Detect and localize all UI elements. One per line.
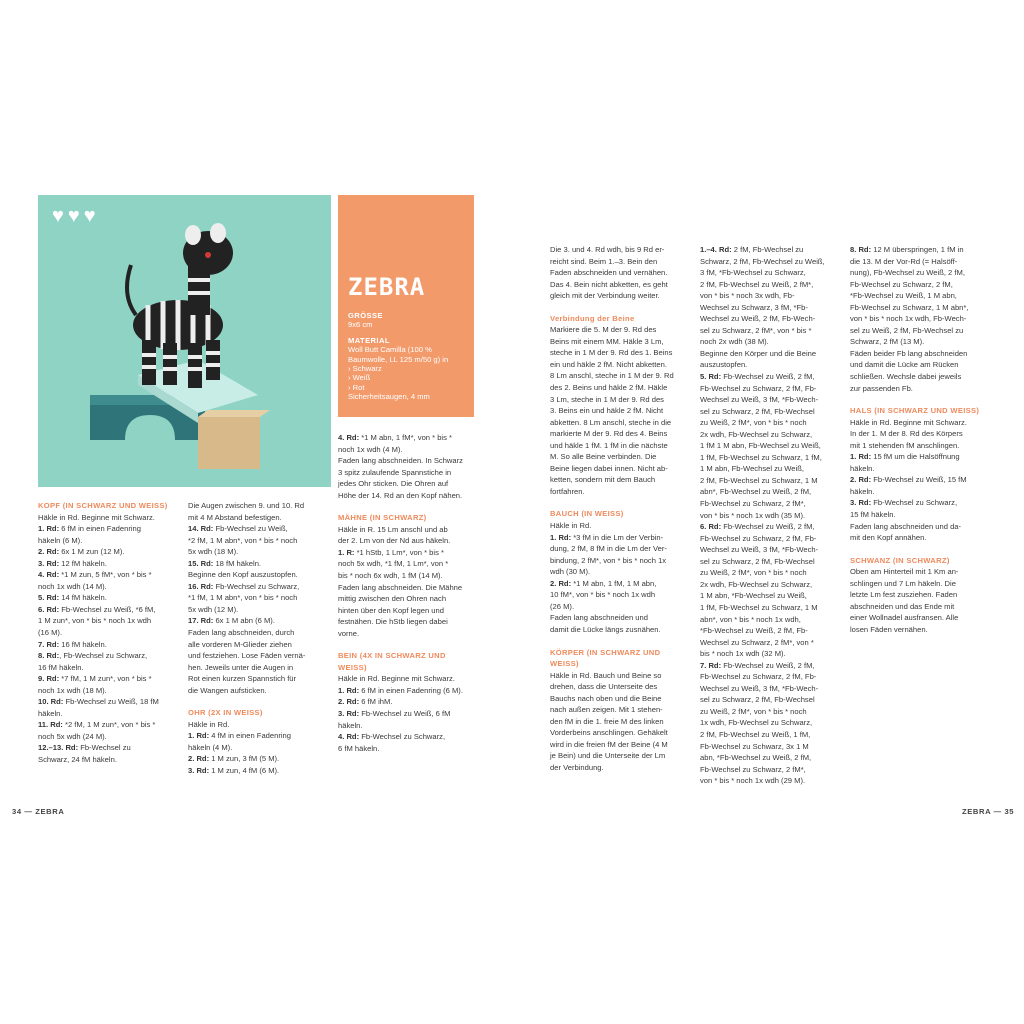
body-line	[38, 696, 180, 708]
body-line: Schwarz, 2 fM (13 M).	[850, 337, 925, 347]
zebra-toy	[127, 223, 233, 388]
round-text: Fb-Wechsel zu Schwarz,	[213, 581, 300, 591]
body-line: Fb-Wechsel zu Schwarz, 2 fM*,	[700, 499, 806, 509]
body-line	[38, 719, 180, 731]
round-label: 10. Rd:	[38, 697, 64, 707]
body-line: 5x wdh (18 M).	[188, 547, 239, 557]
body-line	[700, 660, 842, 672]
body-line	[850, 474, 992, 486]
body-line: 3 Lm, steche in 1 M der 9. Rd des	[550, 394, 664, 404]
body-line	[38, 546, 180, 558]
body-line: noch 1x wdh (4 M).	[338, 444, 403, 454]
body-line: Fäden beider Fb lang abschneiden	[850, 348, 968, 358]
color-item: › Schwarz	[348, 364, 382, 374]
body-line: Wechsel zu Weiß, 3 fM, *Fb-Wech-	[700, 545, 819, 555]
body-line: Faden lang abschneiden und da-	[850, 521, 962, 531]
body-line: von * bis * noch 1x wdh (35 M).	[700, 510, 806, 520]
body-line	[38, 742, 180, 754]
round-text: *1 M abn, 1 fM, 1 M abn,	[571, 578, 657, 588]
round-text: 6x 1 M abn (6 M).	[213, 616, 275, 626]
round-text: 6x 1 M zun (12 M).	[59, 547, 125, 557]
body-line: zu Weiß, 2 fM*, von * bis * noch	[700, 568, 807, 578]
round-label: 3. Rd:	[38, 558, 60, 568]
body-line: nung), Fb-Wechsel zu Weiß, 2 fM,	[850, 268, 965, 278]
body-line: Wechsel zu Schwarz, 3 fM, *Fb-	[700, 302, 808, 312]
body-line	[550, 578, 692, 590]
body-line: (16 M).	[38, 628, 63, 638]
body-line: drehen, dass die Unterseite des	[550, 682, 658, 692]
round-label: 5. Rd:	[700, 372, 722, 382]
round-label: 3. Rd:	[338, 709, 360, 719]
body-line: sel zu Weiß, 2 fM, Fb-Wechsel zu	[850, 325, 964, 335]
round-label: 2. Rd:	[550, 578, 572, 588]
body-line: häkeln.	[338, 720, 363, 730]
body-line: ketten, sondern mit dem Bauch	[550, 475, 656, 485]
body-line: schlingen und 7 Lm häkeln. Die	[850, 578, 956, 588]
round-label: 7. Rd:	[700, 660, 722, 670]
round-text: 15 fM um die Halsöffnung	[871, 452, 960, 462]
round-text: Fb-Wechsel zu Weiß, 2 fM,	[721, 372, 815, 382]
zebra-photo	[38, 195, 331, 487]
body-line: Die 3. und 4. Rd wdh, bis 9 Rd er-	[550, 245, 665, 254]
round-text: Fb-Wechsel zu Weiß,	[213, 524, 288, 534]
spacer	[550, 302, 692, 313]
heart-icon: ♥	[67, 205, 80, 227]
body-line: Bauchs nach oben und die Beine	[550, 693, 662, 703]
round-label: 1. Rd:	[38, 524, 60, 534]
round-text: 1 M zun, 4 fM (6 M).	[209, 766, 280, 776]
body-line: 1 M zun*, von * bis * noch 1x wdh	[38, 616, 152, 626]
body-line: der 2. Lm von der Nd aus häkeln.	[338, 536, 451, 546]
hearts-rating	[52, 206, 96, 226]
body-line: fortfahren.	[550, 486, 585, 496]
body-line: zu Weiß, 2 fM*, von * bis * noch	[700, 706, 807, 716]
body-line: häkeln (6 M).	[38, 535, 83, 545]
body-line	[38, 650, 180, 662]
heart-icon: ♥	[83, 205, 96, 227]
body-line: steche in 1 M der 9. Rd des 1. Beins	[550, 348, 673, 358]
body-line: Das 4. Bein nicht abketten, es geht	[550, 279, 668, 289]
round-label: 11. Rd:	[38, 720, 63, 730]
body-line: häkeln.	[850, 463, 875, 473]
spacer	[850, 544, 992, 555]
spacer	[550, 636, 692, 647]
body-line: zur passenden Fb.	[850, 383, 913, 393]
body-line: Fb-Wechsel zu Schwarz, 2 fM, Fb-	[700, 533, 817, 543]
body-line: Faden lang abschneiden, durch	[188, 628, 295, 638]
round-label: 16. Rd:	[188, 581, 214, 591]
body-line	[338, 547, 480, 559]
round-text: 6 fM in einen Fadenring (6 M).	[359, 685, 463, 695]
round-text: 14 fM häkeln.	[59, 593, 107, 603]
body-line: losen Fäden vernähen.	[850, 624, 928, 634]
body-line: 6 fM häkeln.	[338, 743, 380, 753]
body-line: häkeln.	[38, 708, 63, 718]
body-line: auszustopfen.	[700, 360, 748, 370]
round-text: Fb-Wechsel zu Weiß, 2 fM,	[721, 660, 815, 670]
body-line: sel zu Schwarz, 2 fM, Fb-Wechsel	[700, 406, 815, 416]
round-label: 8. Rd:	[38, 651, 60, 661]
round-text: 1 M zun, 3 fM (5 M).	[209, 754, 280, 764]
round-label: 3. Rd:	[850, 498, 872, 508]
round-text: *3 fM in die Lm der Verbin-	[571, 532, 664, 542]
section-heading: SCHWANZ (IN SCHWARZ)	[850, 555, 950, 565]
page-footer-right: ZEBRA — 35	[962, 807, 1015, 816]
body-line: mit 4 M Abstand befestigen.	[188, 512, 282, 522]
round-label: 4. Rd:	[338, 732, 360, 742]
round-text: Fb-Wechsel zu Schwarz,	[871, 498, 958, 508]
round-text: 12 fM häkeln.	[59, 558, 107, 568]
body-line: 2 fM, Fb-Wechsel zu Schwarz, 1 M	[700, 475, 818, 485]
round-label: 2. Rd:	[38, 547, 60, 557]
body-line: Schwarz, 2 fM, Fb-Wechsel zu Weiß,	[700, 256, 825, 266]
body-line: 2x wdh, Fb-Wechsel zu Schwarz,	[700, 429, 813, 439]
round-label: 1. R:	[338, 547, 355, 557]
body-line: 1 fM, Fb-Wechsel zu Schwarz, 1 M	[700, 602, 818, 612]
body-line	[188, 730, 330, 742]
body-line: letzte Lm fest zusziehen. Faden	[850, 590, 958, 600]
section-heading: BEIN (4X IN SCHWARZ UND	[338, 651, 446, 661]
body-line: 3 fM, *Fb-Wechsel zu Schwarz,	[700, 268, 806, 278]
body-line: zu Weiß, 2 fM*, von * bis * noch	[700, 418, 807, 428]
material-extra: Sicherheitsaugen, 4 mm	[348, 392, 430, 402]
body-line: Faden abschneiden und vernähen.	[550, 268, 668, 278]
body-line: Faden lang abschneiden. In Schwarz	[338, 456, 463, 466]
body-line: ein und häkle 2 fM. Nicht abketten.	[550, 359, 667, 369]
body-line: noch 5x wdh (24 M).	[38, 731, 107, 741]
body-line: wdh (30 M).	[550, 567, 591, 577]
body-line	[850, 451, 992, 463]
section-heading: Verbindung der Beine	[550, 313, 635, 323]
body-line: häkeln (4 M).	[188, 742, 233, 752]
body-line: Fb-Wechsel zu Schwarz, 2 fM, Fb-	[700, 383, 817, 393]
round-text: Fb-Wechsel zu Schwarz,	[359, 732, 446, 742]
round-text: *7 fM, 1 M zun*, von * bis *	[59, 674, 152, 684]
round-text: 2 fM, Fb-Wechsel zu	[731, 245, 804, 254]
text-column	[38, 500, 180, 766]
round-text: Fb-Wechsel zu Weiß, 2 fM,	[721, 522, 815, 532]
body-line: Wechsel zu Schwarz, 2 fM*, von *	[700, 637, 814, 647]
body-line: abschneiden und das Ende mit	[850, 601, 955, 611]
body-line: jedes Ohr sticken. Die Ohren auf	[338, 479, 449, 489]
body-line: Oben am Hinterteil mit 1 Km an-	[850, 567, 959, 577]
body-line: Markiere die 5. M der 9. Rd des	[550, 325, 657, 335]
body-line: noch 1x wdh (14 M).	[38, 581, 107, 591]
round-text: , Fb-Wechsel zu Schwarz,	[59, 651, 148, 661]
body-line: alle vorderen M-Glieder ziehen	[188, 639, 292, 649]
round-label: 6. Rd:	[700, 522, 722, 532]
text-column	[700, 244, 842, 787]
body-line: häkeln.	[850, 486, 875, 496]
spacer	[338, 501, 480, 512]
page-title: ZEBRA	[348, 273, 426, 301]
round-label: 1. Rd:	[550, 532, 572, 542]
text-column	[850, 244, 992, 636]
body-line: Beins mit einem MM. Häkle 3 Lm,	[550, 336, 664, 346]
body-line: noch 5x wdh, *1 fM, 1 Lm*, von *	[338, 559, 449, 569]
spacer	[338, 639, 480, 650]
round-label: 2. Rd:	[188, 754, 210, 764]
round-text: Fb-Wechsel zu Weiß, 18 fM	[63, 697, 159, 707]
body-line: Fb-Wechsel zu Schwarz, 1 M abn*,	[850, 302, 969, 312]
body-line	[188, 615, 330, 627]
round-text: 16 fM häkeln.	[59, 639, 107, 649]
body-line: Rot einen kurzen Spannstich für	[188, 674, 297, 684]
body-line: sel zu Schwarz, 2 fM, Fb-Wechsel	[700, 695, 815, 705]
section-heading: BAUCH (IN WEISS)	[550, 509, 624, 519]
body-line: einer Wollnadel ausfransen. Alle	[850, 613, 959, 623]
round-text: 18 fM häkeln.	[213, 558, 262, 568]
body-line: die 13. M der Vor-Rd (= Halsöff-	[850, 256, 958, 266]
body-line: mittig zwischen den Ohren nach	[338, 594, 447, 604]
body-line: hinten über den Kopf legen und	[338, 605, 444, 615]
body-line: 1 fM, Fb-Wechsel zu Schwarz, 1 fM,	[700, 452, 822, 462]
body-line: *Fb-Wechsel zu Weiß, 2 fM, Fb-	[700, 626, 808, 636]
text-column	[338, 432, 480, 754]
section-heading: KOPF (IN SCHWARZ UND WEISS)	[38, 501, 168, 510]
body-line	[700, 244, 842, 256]
body-line: Häkle in Rd.	[550, 521, 592, 531]
body-line: bindung, 2 fM*, von * bis * noch 1x	[550, 555, 667, 565]
round-text: Fb-Wechsel zu	[78, 743, 131, 753]
color-item: › Weiß	[348, 373, 371, 383]
body-line	[38, 604, 180, 616]
section-heading: WEISS)	[338, 662, 367, 672]
round-label: 1. Rd:	[338, 685, 360, 695]
body-line: Höhe der 14. Rd an den Kopf nähen.	[338, 490, 463, 500]
body-line: 2 fM, Fb-Wechsel zu Weiß, 1 fM,	[700, 729, 811, 739]
body-line	[38, 569, 180, 581]
body-line: Beginne den Kopf auszustopfen.	[188, 570, 298, 580]
body-line: Schwarz, 24 fM häkeln.	[38, 755, 117, 765]
round-label: 17. Rd:	[188, 616, 214, 626]
round-label: 1. Rd:	[188, 731, 210, 741]
body-line: abketten. 8 Lm anschl, steche in die	[550, 417, 672, 427]
body-line: schließen. Wechsle dabei jeweils	[850, 372, 962, 382]
body-line: bis * noch 6x wdh, 1 fM (14 M).	[338, 571, 443, 581]
body-line: Häkle in Rd.	[188, 719, 230, 729]
body-line: In der 1. M der 8. Rd des Körpers	[850, 429, 963, 439]
round-label: 1.–4. Rd:	[700, 245, 732, 254]
body-line: bis * noch 1x wdh (32 M).	[700, 649, 786, 659]
round-label: 12.–13. Rd:	[38, 743, 79, 753]
zebra-illustration	[38, 195, 331, 487]
body-line	[188, 765, 330, 777]
info-box	[338, 195, 474, 417]
round-text: *1 M zun, 5 fM*, von * bis *	[59, 570, 152, 580]
body-line: Wechsel zu Weiß, 2 fM, Fb-Wech-	[700, 314, 816, 324]
round-text: *1 M abn, 1 fM*, von * bis *	[359, 433, 452, 442]
spacer	[850, 394, 992, 405]
body-line: 2 fM, Fb-Wechsel zu Weiß, 2 fM*,	[700, 279, 814, 289]
body-line: dung, 2 fM, 8 fM in die Lm der Ver-	[550, 544, 667, 554]
round-text: 4 fM in einen Fadenring	[209, 731, 292, 741]
body-line: Wechsel zu Weiß, 3 fM, *Fb-Wech-	[700, 683, 819, 693]
section-heading: HALS (IN SCHWARZ UND WEISS)	[850, 406, 980, 416]
body-line: die Wangen aufsticken.	[188, 685, 267, 695]
body-line: (26 M).	[550, 601, 575, 611]
body-line: damit die Lücke längs zusnähen.	[550, 624, 661, 634]
round-text: Fb-Wechsel zu Weiß, *6 fM,	[59, 604, 156, 614]
body-line: nach außen zeigen. Mit 1 stehen-	[550, 705, 663, 715]
body-line	[338, 432, 480, 444]
body-line	[338, 685, 480, 697]
body-line: abn*, Fb-Wechsel zu Weiß, 2 fM,	[700, 487, 812, 497]
body-line: wird in die freien fM der Beine (4 M	[550, 739, 668, 749]
body-line	[700, 371, 842, 383]
round-label: 3. Rd:	[188, 766, 210, 776]
body-line	[338, 696, 480, 708]
body-line: noch 1x wdh (18 M).	[38, 685, 107, 695]
body-line: 15 fM häkeln.	[850, 510, 896, 520]
body-line: Häkle in Rd. Beginne mit Schwarz.	[38, 512, 155, 522]
body-line: Fb-Wechsel zu Schwarz, 2 fM, Fb-	[700, 672, 817, 682]
body-line: Vorderbeins anschlingen. Gehäkelt	[550, 728, 668, 738]
body-line: *2 fM, 1 M abn*, von * bis * noch	[188, 535, 298, 545]
size-value: 9x6 cm	[348, 320, 373, 330]
round-label: 4. Rd:	[338, 433, 360, 442]
round-label: 6. Rd:	[38, 604, 60, 614]
body-line	[550, 532, 692, 544]
round-text: 6 fM in einen Fadenring	[59, 524, 142, 534]
body-line: Häkle in Rd. Beginne mit Schwarz.	[338, 674, 455, 684]
round-text: *1 hStb, 1 Lm*, von * bis *	[354, 547, 444, 557]
round-label: 7. Rd:	[38, 639, 60, 649]
round-label: 4. Rd:	[38, 570, 60, 580]
body-line: vorne.	[338, 628, 360, 638]
body-line	[38, 558, 180, 570]
body-line: abn*, von * bis * noch 1x wdh,	[700, 614, 801, 624]
body-line: des 2. Beins und häkle 2 fM. Häkle	[550, 383, 668, 393]
round-text: Fb-Wechsel zu Weiß, 6 fM	[359, 709, 451, 719]
body-line	[38, 639, 180, 651]
body-line	[850, 244, 992, 256]
round-text: Fb-Wechsel zu Weiß, 15 fM	[871, 475, 967, 485]
body-line: Häkle in Rd. Beginne mit Schwarz.	[850, 417, 967, 427]
body-line: 1 fM 1 M abn, Fb-Wechsel zu Weiß,	[700, 441, 821, 451]
body-line: gleich mit der Verbindung weiter.	[550, 291, 660, 301]
round-text: 6 fM ihM.	[359, 697, 393, 707]
body-line	[188, 523, 330, 535]
material-text: Woll Butt Camilla (100 % Baumwolle, LL 125 m/50 g) in	[348, 345, 449, 364]
body-line: 1 M abn, Fb-Wechsel zu Weiß,	[700, 464, 804, 474]
round-text: *2 fM, 1 M zun*, von * bis *	[62, 720, 156, 730]
body-line	[188, 753, 330, 765]
body-line: von * bis * noch 1x wdh (29 M).	[700, 776, 806, 786]
body-line: *Fb-Wechsel zu Weiß, 1 M abn,	[850, 291, 957, 301]
body-line: Fb-Wechsel zu Schwarz, 2 fM,	[850, 279, 953, 289]
round-label: 1. Rd:	[850, 452, 872, 462]
body-line: der Verbindung.	[550, 762, 604, 772]
body-line: 10 fM*, von * bis * noch 1x wdh	[550, 590, 656, 600]
body-line: festnähen. Die hStb liegen dabei	[338, 617, 448, 627]
round-label: 8. Rd:	[850, 245, 872, 254]
body-line: markierte M der 9. Rd des 4. Beins	[550, 429, 668, 439]
body-line: mit den Kopf annähen.	[850, 533, 927, 543]
body-line	[850, 497, 992, 509]
round-label: 15. Rd:	[188, 558, 214, 568]
body-line: M. So alle Beine verbinden. Die	[550, 452, 657, 462]
body-line: reicht sind. Beim 1.–3. Bein den	[550, 256, 658, 266]
text-column	[188, 500, 330, 777]
body-line: und festziehen. Lose Fäden vernä-	[188, 651, 306, 661]
body-line: Die Augen zwischen 9. und 10. Rd	[188, 501, 305, 510]
body-line: noch 2x wdh (38 M).	[700, 337, 769, 347]
body-line: 3 spitz zulaufende Spannstiche in	[338, 467, 452, 477]
text-column	[550, 244, 692, 774]
body-line: von * bis * noch 1x wdh, Fb-Wech-	[850, 314, 967, 324]
body-line: 1x wdh, Fb-Wechsel zu Schwarz,	[700, 718, 813, 728]
body-line: sel zu Schwarz, 2 fM, Fb-Wechsel	[700, 556, 815, 566]
body-line: von * bis * noch 3x wdh, Fb-	[700, 291, 795, 301]
body-line: 16 fM häkeln.	[38, 662, 84, 672]
material-info	[348, 311, 470, 402]
spacer	[550, 497, 692, 508]
body-line: 5x wdh (12 M).	[188, 604, 239, 614]
body-line: 1 M abn, *Fb-Wechsel zu Weiß,	[700, 591, 807, 601]
body-line: 3. Beins ein und häkle 2 fM. Nicht	[550, 406, 664, 416]
body-line: Faden lang abschneiden und	[550, 613, 648, 623]
body-line	[700, 521, 842, 533]
body-line: Häkle in R. 15 Lm anschl und ab	[338, 524, 448, 534]
body-line	[38, 673, 180, 685]
body-line	[38, 523, 180, 535]
body-line: mit 1 stehenden fM anschlingen.	[850, 440, 960, 450]
section-heading: OHR (2X IN WEISS)	[188, 708, 263, 718]
round-label: 5. Rd:	[38, 593, 60, 603]
page-footer-left: 34 — ZEBRA	[12, 807, 65, 816]
body-line: Fb-Wechsel zu Schwarz, 3x 1 M	[700, 741, 809, 751]
body-line: Wechsel zu Weiß, 3 fM, *Fb-Wech-	[700, 395, 819, 405]
material-heading: MATERIAL	[348, 335, 390, 345]
round-label: 2. Rd:	[850, 475, 872, 485]
body-line	[38, 592, 180, 604]
body-line: 8 Lm anschl, steche in 1 M der 9. Rd	[550, 371, 674, 381]
body-line	[338, 708, 480, 720]
section-heading: MÄHNE (IN SCHWARZ)	[338, 513, 427, 523]
body-line: Faden lang abschneiden. Die Mähne	[338, 582, 463, 592]
round-label: 2. Rd:	[338, 697, 360, 707]
color-item: › Rot	[348, 382, 365, 392]
section-heading: KÖRPER (IN SCHWARZ UND	[550, 647, 661, 657]
body-line: den fM in die 1. freie M des linken	[550, 716, 664, 726]
body-line: Beine liegen dabei innen. Nicht ab-	[550, 463, 668, 473]
body-line	[188, 581, 330, 593]
section-heading: WEISS)	[550, 659, 579, 669]
body-line: *1 fM, 1 M abn*, von * bis * noch	[188, 593, 298, 603]
body-line	[338, 731, 480, 743]
round-label: 14. Rd:	[188, 524, 214, 534]
body-line: Beginne den Körper und die Beine	[700, 348, 817, 358]
size-heading: GRÖSSE	[348, 311, 383, 320]
round-label: 9. Rd:	[38, 674, 60, 684]
round-text: 12 M überspringen, 1 fM in	[871, 245, 964, 254]
heart-icon: ♥	[52, 205, 64, 227]
body-line: 2x wdh, Fb-Wechsel zu Schwarz,	[700, 579, 813, 589]
body-line: Fb-Wechsel zu Schwarz, 2 fM*,	[700, 764, 806, 774]
body-line: Häkle in Rd. Bauch und Beine so	[550, 670, 662, 680]
body-line: und häkle 1 fM. 1 fM in die nächste	[550, 440, 668, 450]
body-line: je Bein) und die Unterseite der Lm	[550, 751, 666, 761]
body-line	[188, 558, 330, 570]
body-line: hen. Jeweils unter die Augen in	[188, 662, 294, 672]
body-line: und damit die Lücke am Rücken	[850, 360, 959, 370]
spacer	[188, 696, 330, 707]
body-line: abn, *Fb-Wechsel zu Weiß, 2 fM,	[700, 753, 812, 763]
body-line: sel zu Schwarz, 2 fM*, von * bis *	[700, 325, 812, 335]
